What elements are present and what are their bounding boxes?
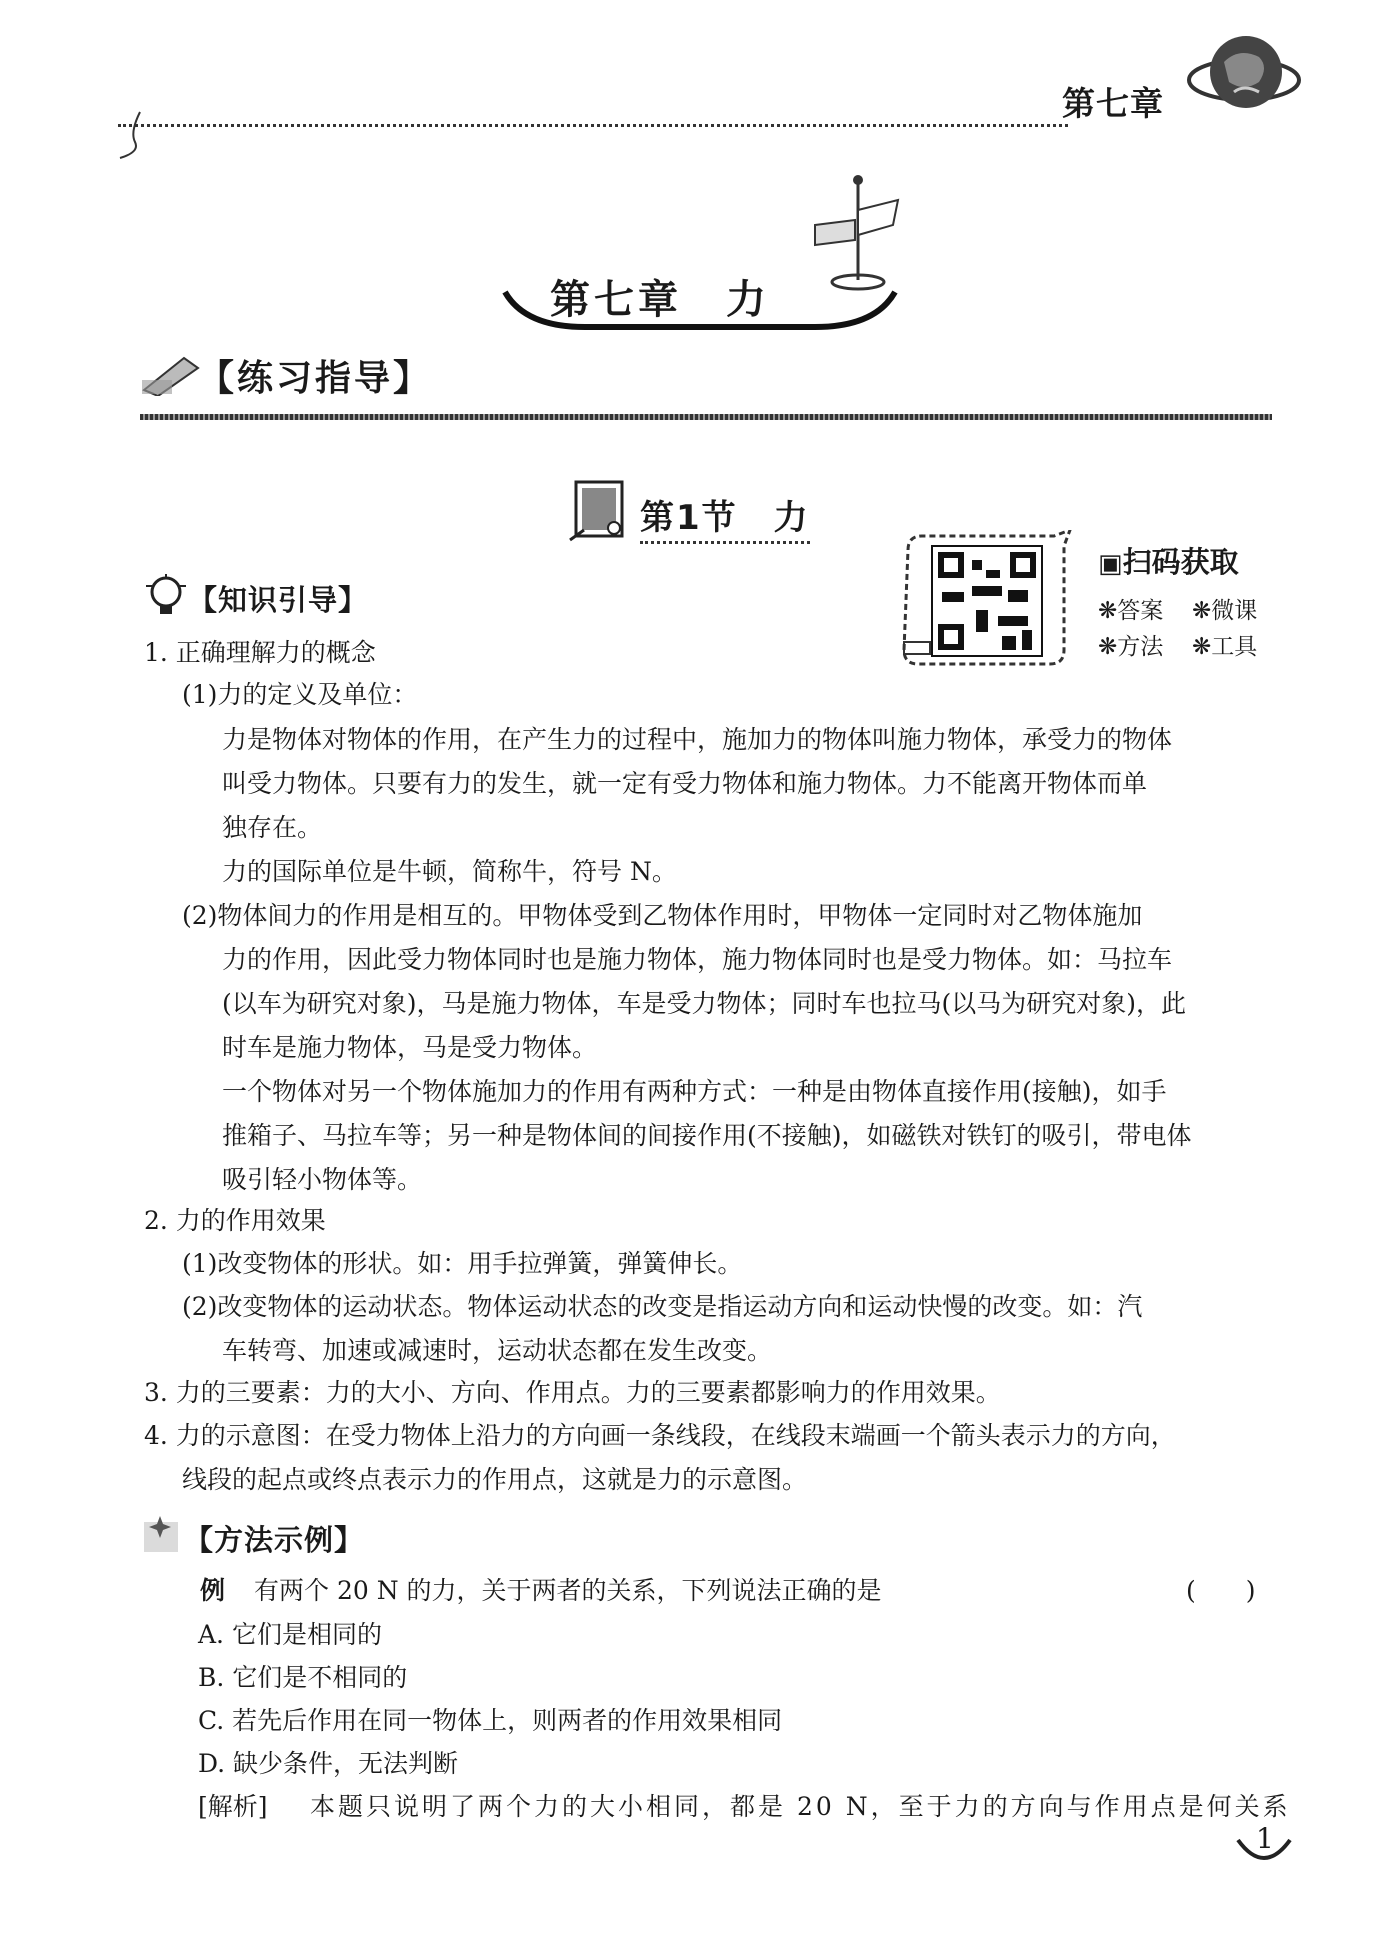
- method-heading: 【方法示例】: [184, 1523, 365, 1557]
- flag-illustration-icon: [800, 170, 910, 300]
- qr-item-tools: ❋工具: [1192, 634, 1258, 660]
- qr-item-answer: ❋答案: [1098, 598, 1164, 624]
- globe-icon: [1184, 22, 1304, 132]
- option-b: B. 它们是不相同的: [198, 1663, 408, 1692]
- knowledge-line: (2)改变物体的运动状态。物体运动状态的改变是指运动方向和运动快慢的改变。如：汽: [182, 1292, 1143, 1321]
- chapter-title: 第七章 力: [550, 277, 770, 323]
- qr-item-video: ❋微课: [1192, 598, 1258, 624]
- bullet-icon: ❋: [1192, 598, 1212, 624]
- knowledge-line: 吸引轻小物体等。: [222, 1165, 423, 1194]
- sparkle-icon: [140, 1512, 186, 1558]
- pencil-icon: [140, 350, 204, 396]
- knowledge-line: (1)改变物体的形状。如：用手拉弹簧，弹簧伸长。: [182, 1249, 743, 1278]
- bullet-icon: ❋: [1192, 634, 1212, 660]
- knowledge-line: (2)物体间力的作用是相互的。甲物体受到乙物体作用时，甲物体一定同时对乙物体施加: [182, 901, 1143, 930]
- knowledge-line: 3. 力的三要素：力的大小、方向、作用点。力的三要素都影响力的作用效果。: [144, 1378, 1001, 1407]
- header-divider: [118, 124, 1068, 127]
- qr-code-icon[interactable]: [902, 530, 1080, 670]
- knowledge-line: 独存在。: [222, 813, 323, 842]
- knowledge-line: (1)力的定义及单位：: [182, 680, 418, 709]
- option-a: A. 它们是相同的: [198, 1620, 382, 1649]
- analysis-text: 本题只说明了两个力的大小相同，都是 20 N，至于力的方向与作用点是何关系: [310, 1792, 1291, 1821]
- section-title: 第1节 力: [640, 490, 810, 544]
- bullet-icon: ❋: [1098, 634, 1118, 660]
- analysis-label: [解析]: [198, 1792, 268, 1821]
- knowledge-line: 力的国际单位是牛顿，简称牛，符号 N。: [222, 857, 677, 886]
- notebook-icon: [568, 474, 632, 544]
- knowledge-line: 4. 力的示意图：在受力物体上沿力的方向画一条线段，在线段末端画一个箭头表示力的方向，: [144, 1421, 1176, 1450]
- qr-item-method: ❋方法: [1098, 634, 1164, 660]
- knowledge-line: 一个物体对另一个物体施加力的作用有两种方式：一种是由物体直接作用(接触)，如手: [222, 1077, 1167, 1106]
- knowledge-line: 力是物体对物体的作用，在产生力的过程中，施加力的物体叫施力物体，承受力的物体: [222, 725, 1173, 754]
- example-stem: 有两个 20 N 的力，关于两者的关系，下列说法正确的是: [254, 1576, 882, 1605]
- example-label: 例: [200, 1576, 226, 1605]
- bullet-icon: ❋: [1098, 598, 1118, 624]
- option-d: D. 缺少条件，无法判断: [198, 1749, 459, 1778]
- page-number: 1: [1256, 1822, 1274, 1855]
- practice-guide-heading: 【练习指导】: [198, 358, 433, 399]
- knowledge-line: 叫受力物体。只要有力的发生，就一定有受力物体和施力物体。力不能离开物体而单: [222, 769, 1148, 798]
- section-divider: [140, 414, 1272, 420]
- knowledge-line: (以车为研究对象)，马是施力物体，车是受力物体；同时车也拉马(以马为研究对象)，此: [222, 989, 1187, 1018]
- answer-blank: ( ): [1186, 1576, 1256, 1605]
- knowledge-line: 时车是施力物体，马是受力物体。: [222, 1033, 598, 1062]
- running-head: 第七章: [1062, 84, 1164, 123]
- knowledge-line: 线段的起点或终点表示力的作用点，这就是力的示意图。: [182, 1465, 808, 1494]
- lightbulb-icon: [144, 572, 190, 618]
- knowledge-line: 力的作用，因此受力物体同时也是施力物体，施力物体同时也是受力物体。如：马拉车: [222, 945, 1173, 974]
- qr-heading: ▣扫码获取: [1098, 545, 1239, 579]
- scan-icon: ▣: [1098, 549, 1123, 579]
- knowledge-heading: 【知识引导】: [188, 583, 369, 617]
- knowledge-line: 车转弯、加速或减速时，运动状态都在发生改变。: [222, 1336, 773, 1365]
- knowledge-line: 推箱子、马拉车等；另一种是物体间的间接作用(不接触)，如磁铁对铁钉的吸引，带电体: [222, 1121, 1192, 1150]
- header-flourish: [110, 110, 150, 160]
- knowledge-line: 2. 力的作用效果: [144, 1206, 326, 1235]
- option-c: C. 若先后作用在同一物体上，则两者的作用效果相同: [198, 1706, 783, 1735]
- knowledge-line: 1. 正确理解力的概念: [144, 638, 376, 667]
